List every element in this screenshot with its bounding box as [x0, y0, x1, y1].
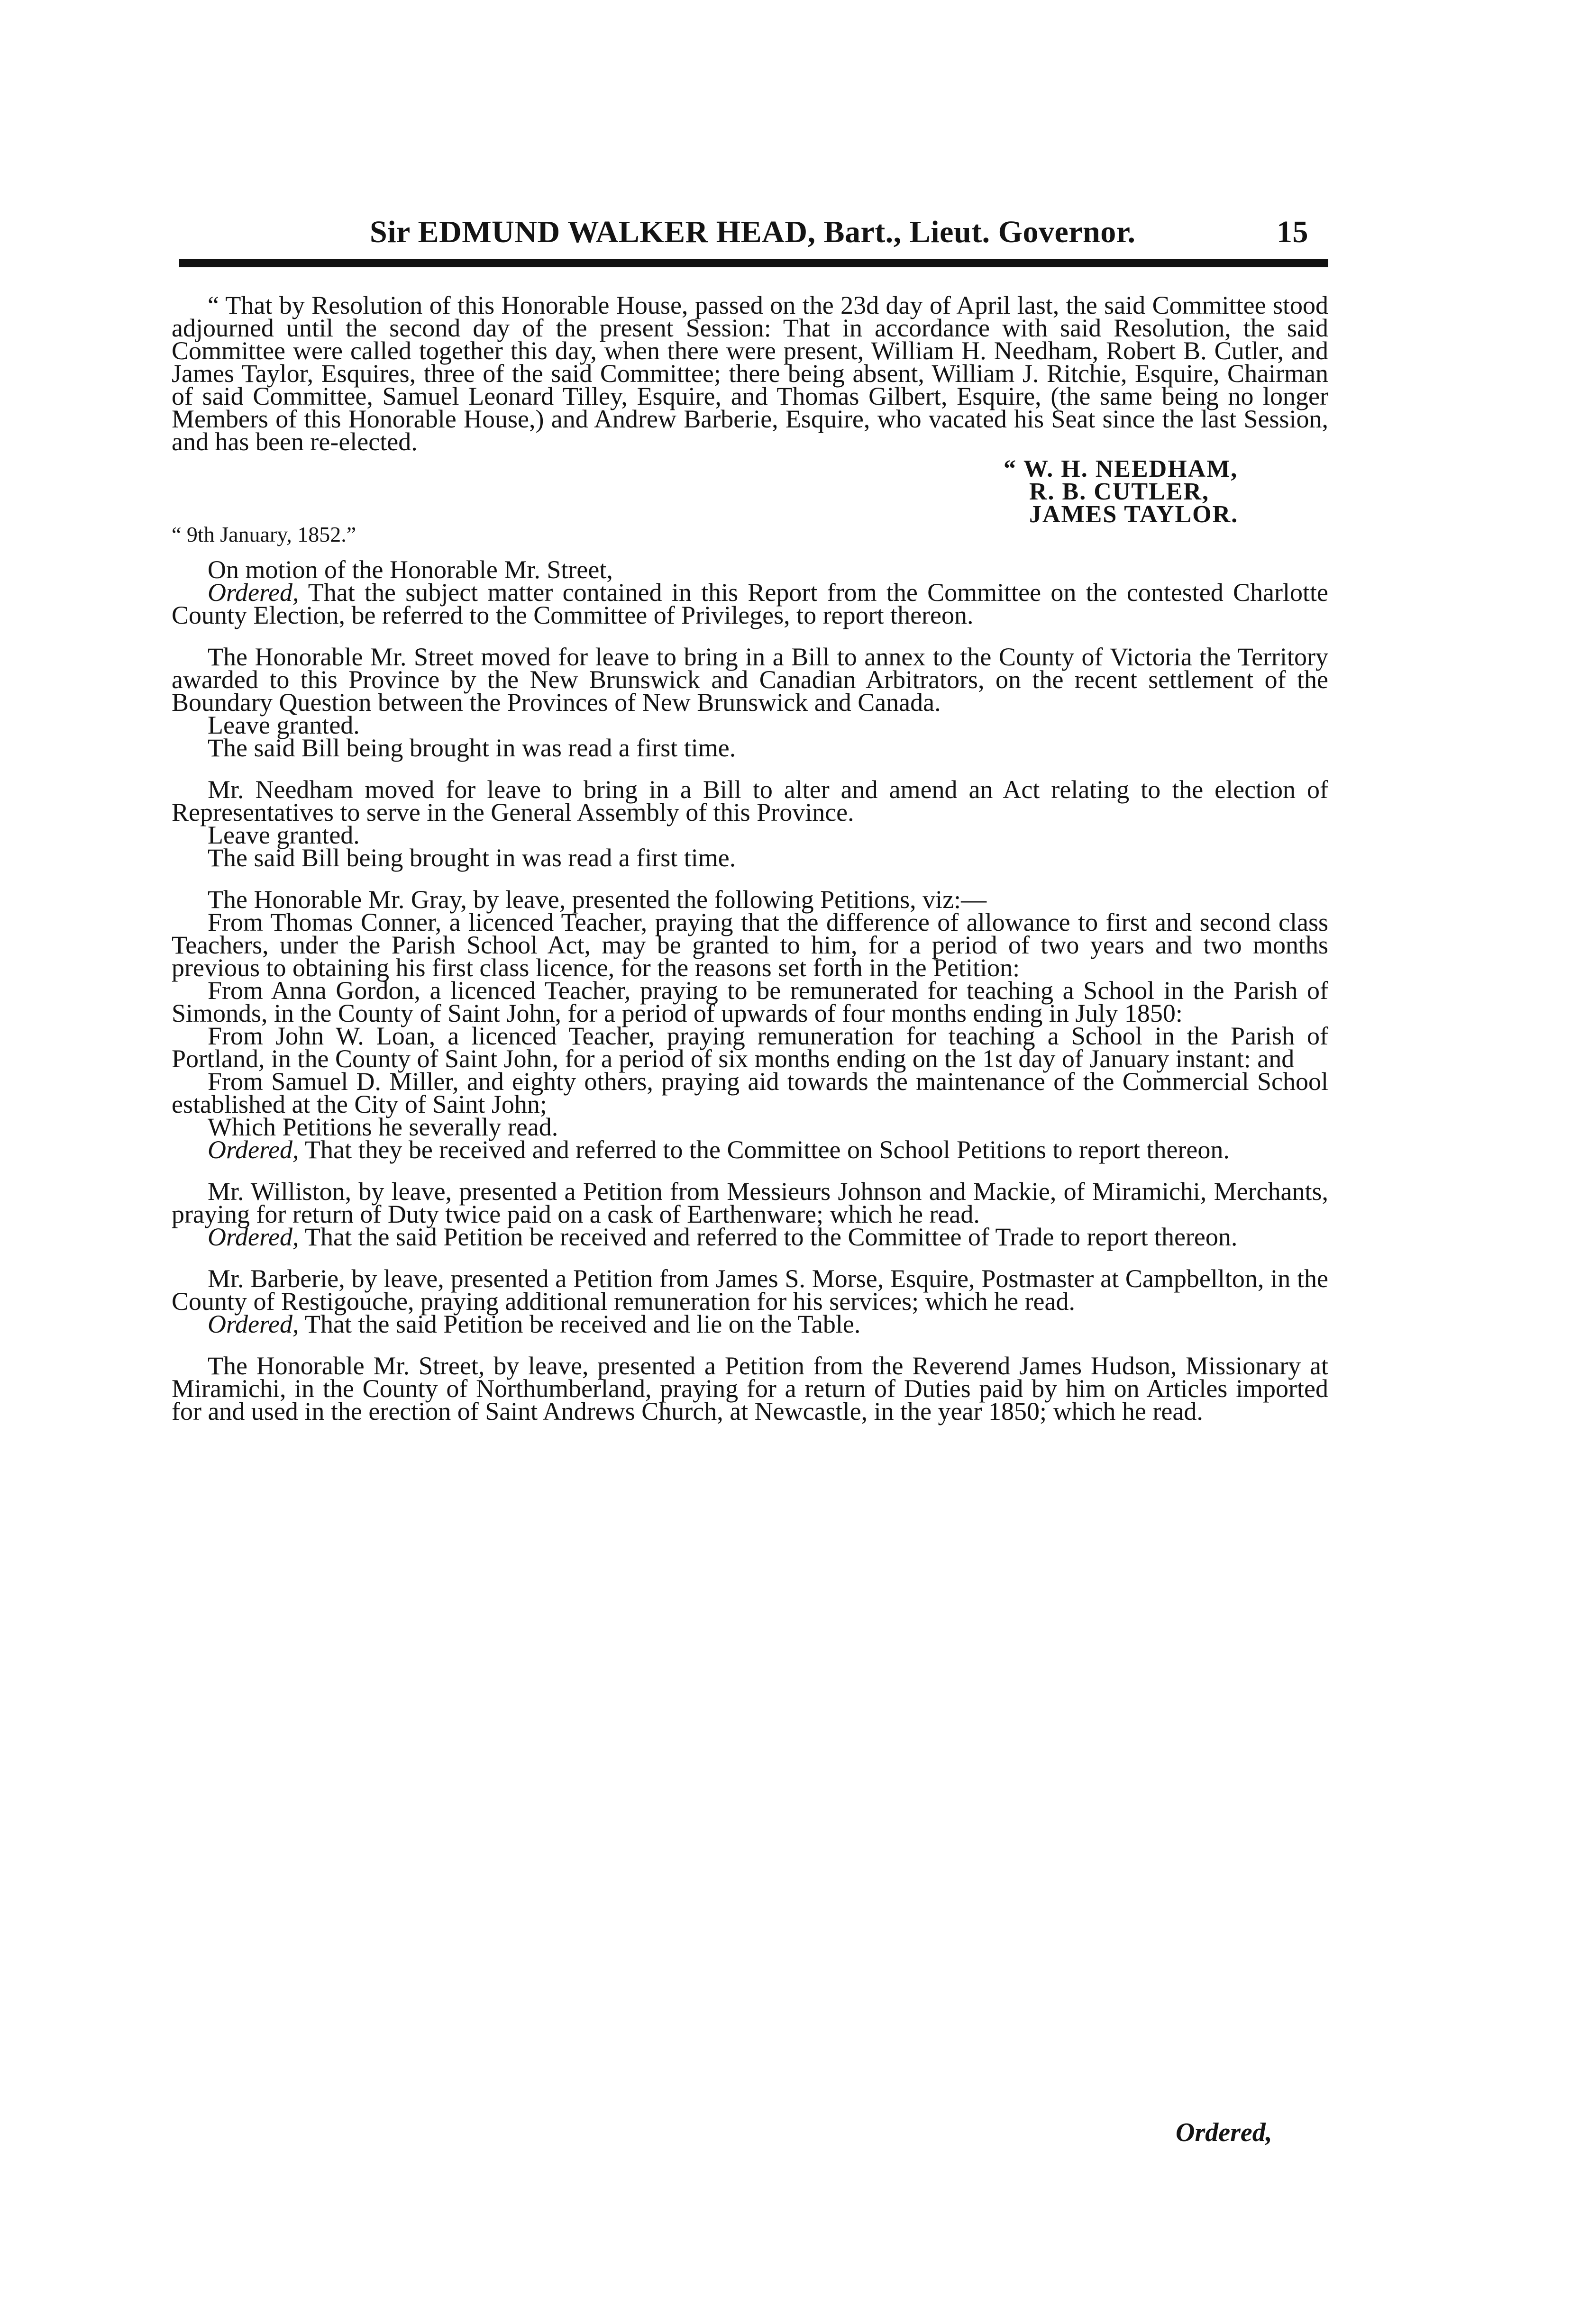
page-number: 15 [1277, 215, 1308, 249]
gray-ordered [172, 1135, 1328, 1164]
bill-election-leave: Leave granted. [208, 821, 360, 849]
petition-loan: From John W. Loan, a licenced Teacher, praying remuneration for teaching a School in the Parish of Portland, in the County of Saint John, for a period of six months ending on the 1st day of January instant: and [172, 1022, 1328, 1073]
ordered-text: That the said Petition be received and referred to the Committee of Trade to report thereon. [305, 1223, 1238, 1251]
petition-gordon: From Anna Gordon, a licenced Teacher, praying to be remunerated for teaching a School in the Parish of Simonds, in the County of Saint John, for a period of upwards of four months ending in July 1850: [172, 976, 1328, 1027]
running-header [370, 214, 1308, 257]
signature-block [172, 455, 1328, 551]
bill-election: Mr. Needham moved for leave to bring in a Bill to alter and amend an Act relating to the election of Representatives to serve in the General Assembly of this Province. [172, 775, 1328, 826]
signatories [1004, 455, 1239, 528]
ordered-word: Ordered, [208, 1223, 299, 1251]
bill-victoria: The Honorable Mr. Street moved for leave to bring in a Bill to annex to the County of Victoria the Territory awarded to this Province by the New Brunswick and Canadian Arbitrators, on the recent settlement of the Boundary Question between the Provinces of New Brunswick and Canada. [172, 643, 1328, 717]
motion-intro: On motion of the Honorable Mr. Street, [208, 555, 613, 584]
page-body [172, 291, 1328, 1425]
ordered-word: Ordered, [208, 1310, 299, 1338]
ordered-word: Ordered, [208, 578, 299, 607]
committee-report: “ That by Resolution of this Honorable House, passed on the 23d day of April last, the said Committee stood adjourned until the second day of the present Session: That in accordance with said Resolution, the said Committee were called together this day, when there were present, William H. Needham, Robert B. Cutler, and James Taylor, Esquires, three of the said Committee; there being absent, William J. Ritchie, Esquire, Chairman of said Committee, Samuel Leonard Tilley, Esquire, and Thomas Gilbert, Esquire, (the same being no longer Members of this Honorable House,) and Andrew Barberie, Esquire, who vacated his Seat since the last Session, and has been re-elected. [172, 291, 1328, 456]
signatory-taylor: JAMES TAYLOR. [1029, 501, 1239, 528]
petition-conner: From Thomas Conner, a licenced Teacher, praying that the difference of allowance to first and second class Teachers, under the Parish School Act, may be granted to him, for a period of two years and two months previous to obtaining his first class licence, for the reasons set forth in the Petition: [172, 908, 1328, 982]
ordered-text: That they be received and referred to the Committee on School Petitions to report thereon. [305, 1135, 1230, 1164]
bill-victoria-reading: The said Bill being brought in was read a first time. [208, 734, 736, 762]
motion-ordered [172, 578, 1328, 629]
bill-election-reading: The said Bill being brought in was read a first time. [208, 844, 736, 872]
petition-williston: Mr. Williston, by leave, presented a Petition from Messieurs Johnson and Mackie, of Miramichi, Merchants, praying for return of Duty twice paid on a cask of Earthenware; which he read. [172, 1177, 1328, 1228]
petitions-read: Which Petitions he severally read. [208, 1113, 558, 1141]
signatory-needham: “ W. H. NEEDHAM, [1004, 455, 1238, 482]
ordered-text: That the subject matter contained in this Report from the Committee on the contested Charlotte County Election, be referred to the Committee of Privileges, to report thereon. [172, 578, 1328, 629]
petition-barberie: Mr. Barberie, by leave, presented a Petition from James S. Morse, Esquire, Postmaster at Campbellton, in the County of Restigouche, praying additional remuneration for his services; which he read. [172, 1264, 1328, 1316]
gray-petitions-intro: The Honorable Mr. Gray, by leave, presented the following Petitions, viz:— [208, 885, 987, 914]
petition-hudson: The Honorable Mr. Street, by leave, presented a Petition from the Reverend James Hudson, Missionary at Miramichi, in the County of Northumberland, praying for a return of Duties paid by him on Articles imported for and used in the erection of Saint Andrews Church, at Newcastle, in the year 1850; which he read. [172, 1352, 1328, 1425]
ordered-text: That the said Petition be received and lie on the Table. [305, 1310, 861, 1338]
ordered-word: Ordered, [208, 1135, 299, 1164]
catchword: Ordered, [1176, 2118, 1272, 2147]
williston-ordered [172, 1223, 1328, 1251]
header-title: Sir EDMUND WALKER HEAD, Bart., Lieut. Governor. [370, 215, 1136, 249]
header-rule [179, 259, 1328, 267]
report-date: “ 9th January, 1852.” [172, 522, 356, 546]
signatory-cutler: R. B. CUTLER, [1029, 478, 1209, 505]
barberie-ordered [172, 1310, 1328, 1338]
bill-victoria-leave: Leave granted. [208, 711, 360, 739]
petition-miller: From Samuel D. Miller, and eighty others, praying aid towards the maintenance of the Commercial School established at the City of Saint John; [172, 1067, 1328, 1118]
